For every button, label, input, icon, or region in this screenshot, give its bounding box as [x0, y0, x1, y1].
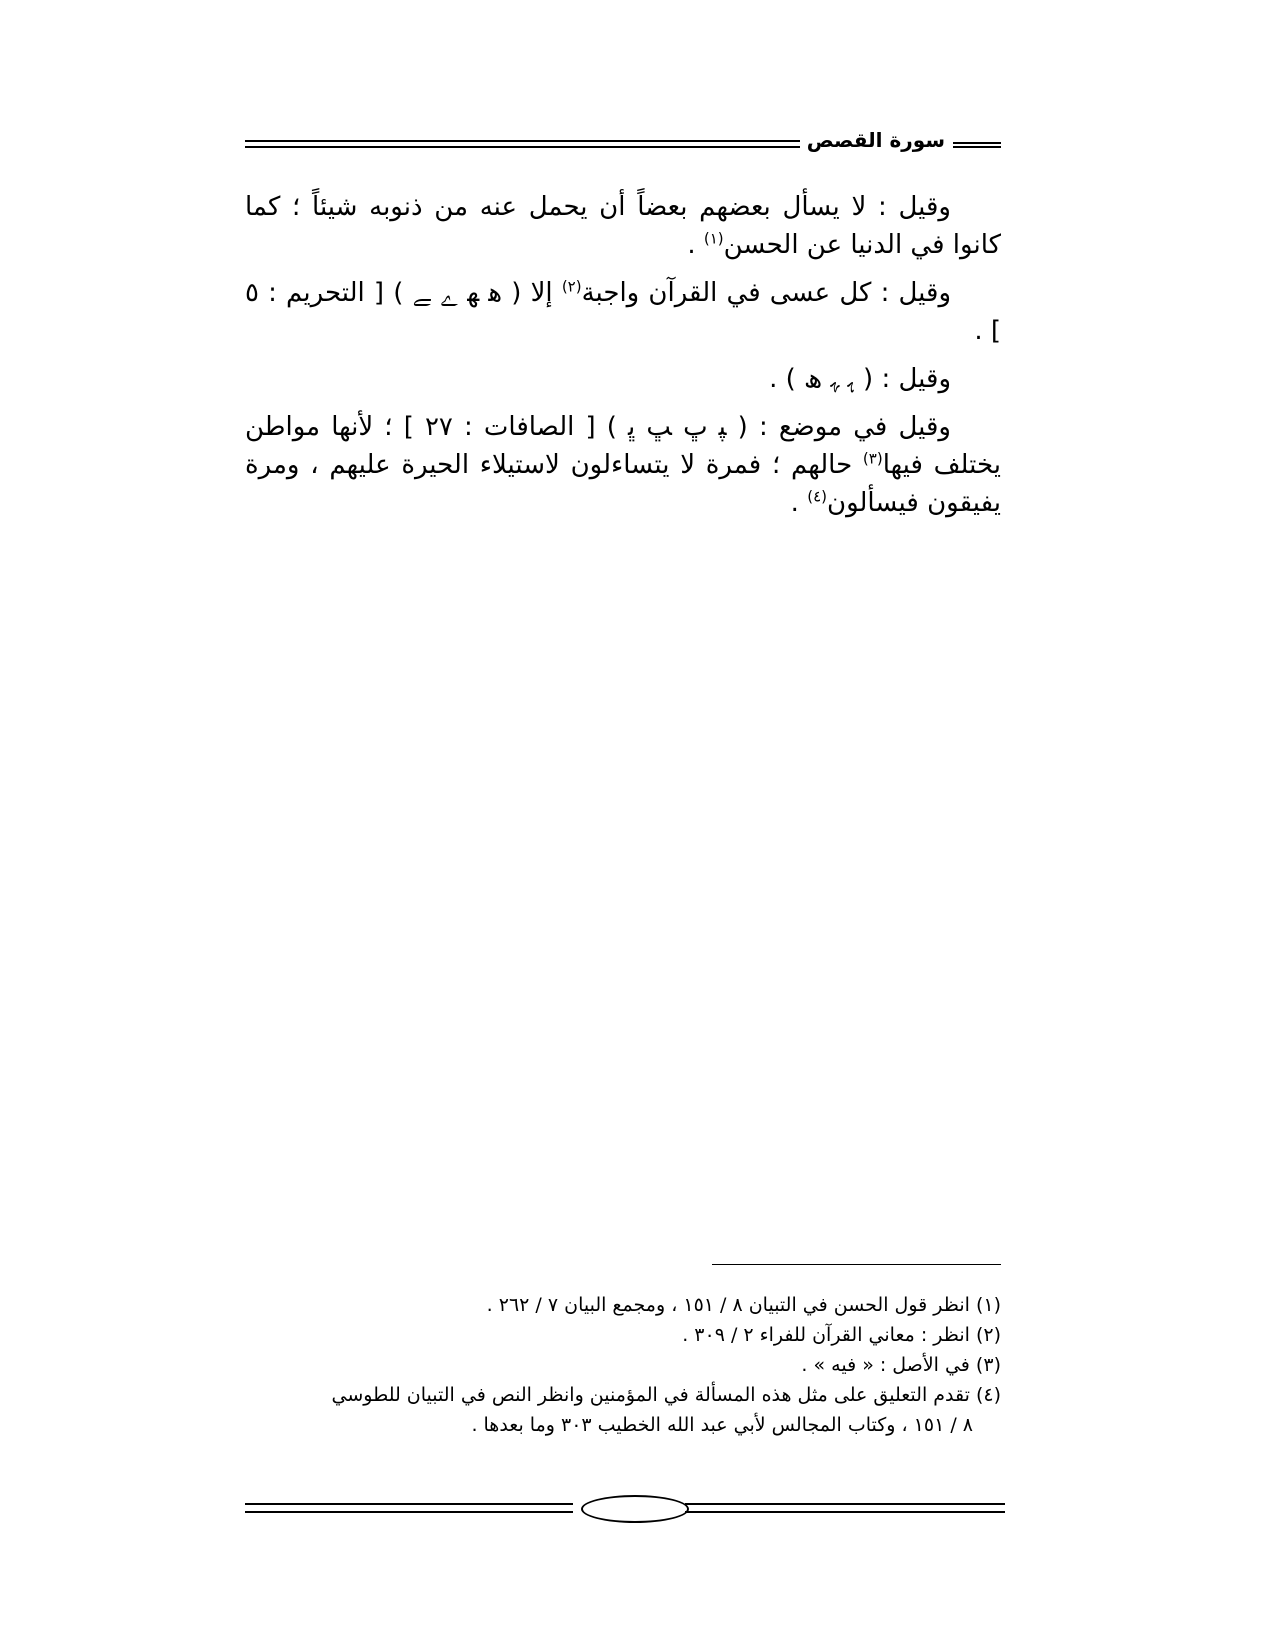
footnote-1: (١) انظر قول الحسن في التبيان ٨ / ١٥١ ، ومجمع البيان ٧ / ٢٦٢ .: [486, 1294, 1001, 1316]
footer-rule-left: [245, 1503, 573, 1513]
surah-title: سورة القصص: [806, 128, 945, 152]
footnote-ref-1[interactable]: (١): [703, 229, 724, 248]
footnote-ref-3[interactable]: (٣): [862, 449, 883, 468]
footnote-2: (٢) انظر : معاني القرآن للفراء ٢ / ٣٠٩ .: [682, 1324, 1001, 1346]
paragraph-1: وقيل : لا يسأل بعضهم بعضاً أن يحمل عنه من ذنوبه شيئاً ؛ كما كانوا في الدنيا عن الحسن$^{(١)}$ .: [245, 192, 1001, 260]
header-rule-long: [245, 140, 800, 148]
main-text: [245, 188, 1001, 532]
footnote-3: (٣) في الأصل : « فيه » .: [801, 1354, 1001, 1376]
page-number-oval: [581, 1495, 689, 1523]
page-header: [245, 128, 1001, 156]
footnote-4-continued: ٨ / ١٥١ ، وكتاب المجالس لأبي عبد الله الخطيب ٣٠٣ وما بعدها .: [471, 1414, 973, 1436]
footnote-ref-2[interactable]: (٢): [561, 277, 582, 296]
page-footer: [245, 1495, 1005, 1525]
quran-verse-glyphs: ﭙ ﭚ ﭛ ﭜ: [616, 412, 738, 442]
footer-rule-right: [685, 1503, 1005, 1513]
quran-verse-glyphs: ﮬ ﮭ ﮮ ﮯ: [403, 278, 512, 308]
footnotes: [245, 1290, 1001, 1440]
footnote-separator: [712, 1264, 1001, 1265]
header-rule-short: [953, 142, 1001, 148]
paragraph-3: وقيل : ( ﮨ ﮩ ﮪ ) .: [769, 364, 951, 394]
paragraph-4: وقيل في موضع : ( ﭙ ﭚ ﭛ ﭜ ) [ الصافات : ٢٧ ] ؛ لأنها مواطن يختلف فيها$^{(٣)}$ حالهم ؛ فمرة لا يتساءلون لاستيلاء الحيرة عليهم ، ومرة يفيقون فيسألون$^{(٤)}$ .: [245, 412, 1001, 518]
footnote-ref-4[interactable]: (٤): [807, 487, 827, 506]
paragraph-2: وقيل : كل عسى في القرآن واجبة$^{(٢)}$ إلا ( ﮬ ﮭ ﮮ ﮯ ) [ التحريم : ٥ ] .: [245, 277, 1001, 346]
footnote-4: (٤) تقدم التعليق على مثل هذه المسألة في المؤمنين وانظر النص في التبيان للطوسي: [331, 1384, 1001, 1406]
quran-verse-glyphs: ﮨ ﮩ ﮪ: [795, 364, 864, 394]
